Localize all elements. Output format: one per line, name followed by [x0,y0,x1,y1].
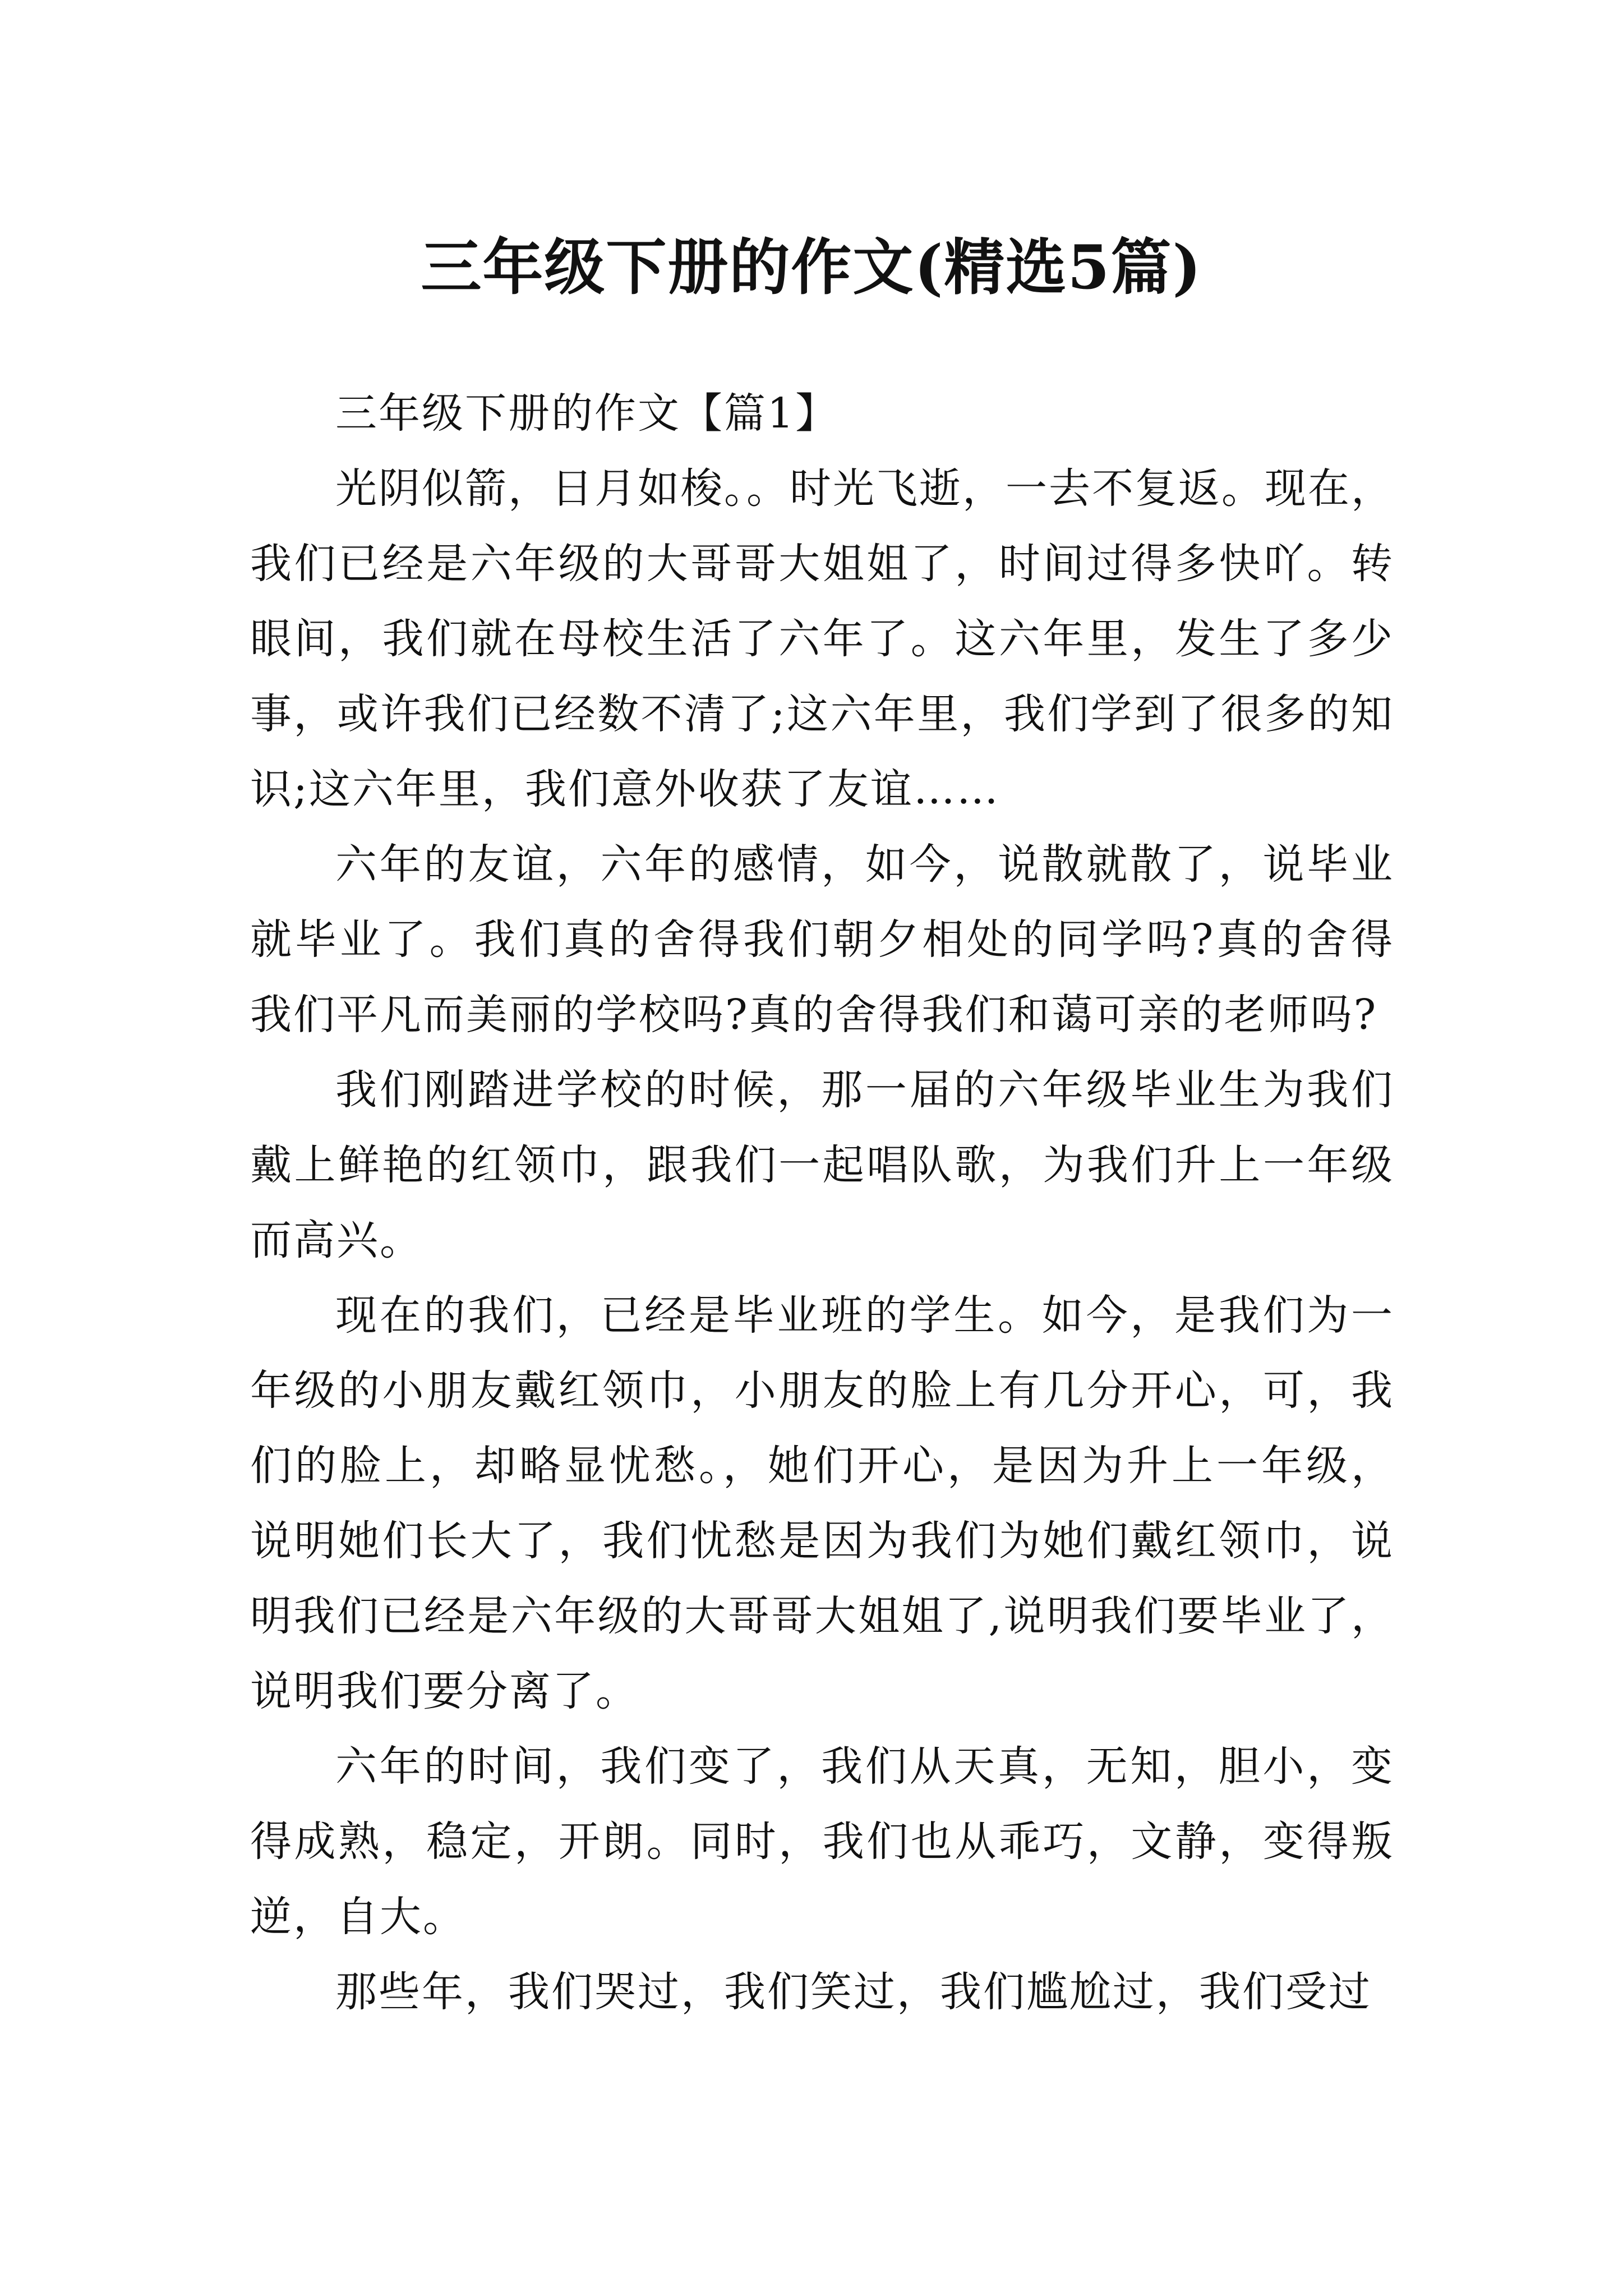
section-heading: 三年级下册的作文【篇1】 [335,389,839,438]
paragraph-4: 现在的我们，已经是毕业班的学生。如今，是我们为一年级的小朋友戴红领巾，小朋友的脸上有几分开心，可，我们的脸上，却略显忧愁。，她们开心，是因为升上一年级，说明她们长大了，我们忧愁是因为我们为她们戴红领巾，说明我们已经是六年级的大哥哥大姐姐了,说明我们要毕业了，说明我们要分离了。 [250,1291,1394,1715]
paragraph-6: 那些年，我们哭过，我们笑过，我们尴尬过，我们受过 [335,1968,1372,2016]
paragraph-2: 六年的友谊，六年的感情，如今，说散就散了，说毕业就毕业了。我们真的舍得我们朝夕相处的同学吗?真的舍得我们平凡而美丽的学校吗?真的舍得我们和蔼可亲的老师吗? [250,840,1394,1039]
paragraph-3: 我们刚踏进学校的时候，那一届的六年级毕业生为我们戴上鲜艳的红领巾，跟我们一起唱队歌，为我们升上一年级而高兴。 [250,1066,1394,1264]
paragraph-5: 六年的时间，我们变了，我们从天真，无知，胆小，变得成熟，稳定，开朗。同时，我们也从乖巧，文静，变得叛逆，自大。 [250,1742,1394,1941]
document-body [250,376,1394,2030]
document-title: 三年级下册的作文(精选5篇) [421,232,1202,303]
paragraph-1: 光阴似箭，日月如梭。。时光飞逝，一去不复返。现在，我们已经是六年级的大哥哥大姐姐了，时间过得多快吖。转眼间，我们就在母校生活了六年了。这六年里，发生了多少事，或许我们已经数不清了;这六年里，我们学到了很多的知识;这六年里，我们意外收获了友谊…… [250,464,1394,813]
